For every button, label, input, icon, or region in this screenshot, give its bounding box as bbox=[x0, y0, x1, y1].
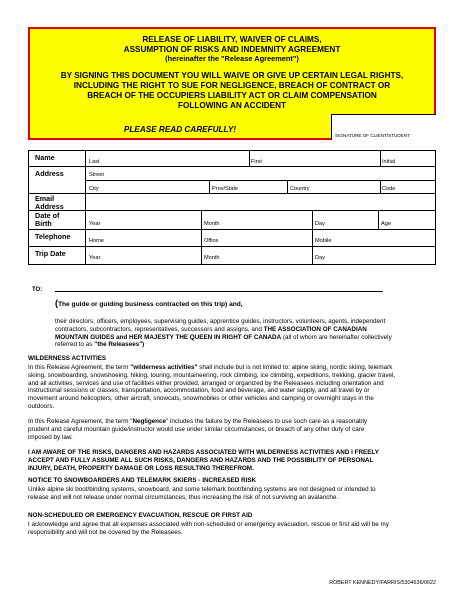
dob-month-field[interactable]: Month bbox=[204, 221, 220, 227]
wilderness-heading: WILDERNESS ACTIVITIES bbox=[28, 355, 107, 362]
trip-month-field[interactable]: Month bbox=[204, 255, 220, 261]
paragraph-line: and all activities, services and use of facilities either provided, arranged or organized by the Releasees including orientation and bbox=[28, 379, 384, 387]
text-span: shall include but is not limited to: alpine skiing, nordic skiing, telemark bbox=[199, 364, 393, 371]
email-row bbox=[29, 194, 435, 211]
divider bbox=[378, 211, 379, 229]
last-name-field[interactable]: Last bbox=[89, 159, 100, 165]
paragraph-line: outdoors. bbox=[28, 402, 55, 410]
negligence-paragraph bbox=[28, 418, 440, 441]
paragraph-line bbox=[55, 334, 445, 342]
email-label-line: Address bbox=[35, 202, 64, 212]
snowboarder-heading: NOTICE TO SNOWBOARDERS AND TELEMARK SKIERS - INCREASED RISK bbox=[28, 477, 257, 484]
email-field[interactable] bbox=[89, 196, 429, 208]
telephone-label: Telephone bbox=[29, 230, 86, 246]
paragraph-line: INJURY, DEATH, PROPERTY DAMAGE OR LOSS RESULTING THEREFROM. bbox=[28, 464, 254, 472]
paragraph-line: their directors, officers, employees, supervising guides, apprentice guides, instructors, volunteers, agents, independent bbox=[55, 318, 386, 325]
text-span: contractors, subcontractors, representatives, successors and assigns, and bbox=[55, 325, 262, 333]
warning-line: BY SIGNING THIS DOCUMENT YOU WILL WAIVE OR GIVE UP CERTAIN LEGAL RIGHTS, bbox=[60, 71, 404, 80]
paragraph-line bbox=[55, 341, 445, 349]
city-field[interactable]: City bbox=[89, 186, 99, 192]
divider bbox=[380, 180, 381, 193]
paragraph-line bbox=[28, 418, 440, 426]
crown-name: MOUNTAIN GUIDES and HER MAJESTY THE QUEEN IN RIGHT OF CANADA bbox=[55, 333, 282, 341]
dob-label-line: Date of bbox=[35, 211, 60, 220]
address-row bbox=[29, 167, 435, 194]
age-field[interactable]: Age bbox=[381, 221, 391, 227]
warning-line: BREACH OF THE OCCUPIERS LIABILITY ACT OR CLAIM COMPENSATION bbox=[87, 90, 377, 100]
wilderness-term: "wilderness activities" bbox=[130, 364, 198, 371]
postal-code-field[interactable]: Code bbox=[382, 186, 396, 192]
acmg-name: THE ASSOCIATION OF CANADIAN bbox=[263, 325, 367, 333]
guide-name-line[interactable] bbox=[55, 291, 383, 292]
text-span: (all of whom are hereinafter collectively bbox=[282, 333, 392, 341]
guide-description bbox=[55, 298, 243, 308]
wilderness-paragraph bbox=[28, 364, 440, 411]
divider bbox=[209, 180, 210, 193]
divider bbox=[201, 211, 202, 229]
trip-date-row bbox=[29, 247, 435, 264]
dob-row bbox=[29, 211, 435, 230]
first-name-field[interactable]: First bbox=[251, 159, 262, 165]
office-phone-field[interactable]: Office bbox=[204, 238, 219, 244]
text-span: In this Release Agreement, the term " bbox=[28, 418, 133, 425]
mobile-phone-field[interactable]: Mobile bbox=[315, 238, 332, 244]
divider bbox=[312, 247, 313, 264]
name-label: Name bbox=[29, 151, 86, 166]
paragraph-line: Unlike alpine ski boot/binding systems, snowboard, and some telemark boot/binding systems are not designed or intended to bbox=[28, 486, 376, 493]
paragraph-line: I AM AWARE OF THE RISKS, DANGERS AND HAZARDS ASSOCIATED WITH WILDERNESS ACTIVITIES AND I FREELY bbox=[28, 449, 379, 456]
snowboarder-paragraph bbox=[28, 486, 440, 502]
paragraph-line: release and will not release under normal circumstances, thus increasing the risk of not surviving an avalanche. bbox=[28, 493, 339, 501]
read-carefully-notice: PLEASE READ CAREFULLY! bbox=[123, 125, 237, 134]
prov-state-field[interactable]: Prov/State bbox=[212, 186, 239, 192]
divider bbox=[312, 211, 313, 229]
evacuation-paragraph bbox=[28, 521, 440, 537]
open-paren: ( bbox=[55, 298, 58, 308]
address-label: Address bbox=[29, 167, 86, 193]
release-banner bbox=[28, 27, 436, 140]
divider bbox=[380, 151, 381, 166]
client-signature-box[interactable] bbox=[331, 114, 436, 140]
divider bbox=[312, 230, 313, 246]
agreement-title bbox=[30, 35, 434, 64]
risk-acknowledgement bbox=[28, 449, 440, 472]
paragraph-line: instructional sessions or classes, transportation, accommodation, food and beverage, and water supply, and all travel by or bbox=[28, 387, 370, 395]
divider bbox=[287, 180, 288, 193]
signature-label: SIGNATURE OF CLIENT/STUDENT bbox=[335, 133, 410, 138]
releasees-term: "the Releasees") bbox=[94, 341, 145, 349]
paragraph-line: prudent and careful mountain guide/instructor would use under similar circumstances, or breach of any other duty of care bbox=[28, 425, 365, 433]
paragraph-line bbox=[28, 364, 440, 372]
paragraph-line: responsibility and will not be covered by the Releasees. bbox=[28, 528, 183, 536]
legal-rights-warning bbox=[30, 71, 434, 111]
guide-text: The guide or guiding business contracted on this trip) and, bbox=[58, 301, 243, 308]
country-field[interactable]: Country bbox=[290, 186, 310, 192]
paragraph-line: ACCEPT AND FULLY ASSUME ALL SUCH RISKS, DANGERS AND HAZARDS AND THE POSSIBILITY OF PERSONAL bbox=[28, 456, 374, 464]
text-span: " includes the failure by the Releasees to use such care as a reasonably bbox=[166, 418, 368, 425]
paragraph-line: movement around helicopters, other aircraft, snowcats, snowmobiles or other vehicles and camping or overnight stays in the bbox=[28, 395, 374, 403]
agreement-subtitle: (hereinafter the "Release Agreement") bbox=[165, 54, 299, 64]
paragraph-line: skiing, snowboarding, snowshoeing, hiking, touring, mountaineering, rock climbing, ice climbing, expeditions, trekking, glacier travel, bbox=[28, 371, 396, 379]
divider bbox=[249, 151, 250, 166]
trip-day-field[interactable]: Day bbox=[315, 255, 325, 261]
warning-line: INCLUDING THE RIGHT TO SUE FOR NEGLIGENCE, BREACH OF CONTRACT OR bbox=[73, 80, 391, 90]
email-label bbox=[29, 194, 86, 210]
dob-label-line: Birth bbox=[35, 219, 52, 229]
street-field[interactable]: Street bbox=[89, 172, 104, 178]
title-line: RELEASE OF LIABILITY, WAIVER OF CLAIMS, bbox=[142, 35, 322, 44]
divider bbox=[201, 230, 202, 246]
paragraph-line: I acknowledge and agree that all expenses associated with non-scheduled or emergency evacuation, rescue or first aid will be my bbox=[28, 521, 389, 528]
telephone-row bbox=[29, 230, 435, 247]
dob-day-field[interactable]: Day bbox=[315, 221, 325, 227]
paragraph-line: imposed by law. bbox=[28, 433, 73, 441]
document-footer-id: ROBERT KENNEDY/FARRIS/5304636/0622 bbox=[329, 580, 436, 586]
paragraph-line bbox=[55, 326, 445, 334]
name-row bbox=[29, 151, 435, 167]
text-span: In this Release Agreement, the term bbox=[28, 364, 129, 371]
email-label-line: Email bbox=[35, 194, 55, 203]
to-label: TO: bbox=[32, 287, 43, 293]
trip-year-field[interactable]: Year bbox=[89, 255, 101, 261]
client-info-form bbox=[28, 150, 436, 265]
dob-label bbox=[29, 211, 86, 229]
text-span: referred to as bbox=[55, 341, 93, 349]
title-line: ASSUMPTION OF RISKS AND INDEMNITY AGREEMENT bbox=[123, 44, 341, 54]
negligence-term: Negligence bbox=[132, 418, 167, 425]
initial-field[interactable]: Initial bbox=[382, 159, 396, 165]
warning-line: FOLLOWING AN ACCIDENT bbox=[177, 100, 287, 110]
home-phone-field[interactable]: Home bbox=[89, 238, 104, 244]
evacuation-heading: NON-SCHEDULED OR EMERGENCY EVACUATION, RESCUE OR FIRST AID bbox=[28, 512, 253, 519]
releasees-paragraph bbox=[55, 318, 445, 349]
trip-date-label: Trip Date bbox=[29, 247, 86, 264]
divider bbox=[86, 180, 435, 181]
dob-year-field[interactable]: Year bbox=[89, 221, 101, 227]
divider bbox=[201, 247, 202, 264]
